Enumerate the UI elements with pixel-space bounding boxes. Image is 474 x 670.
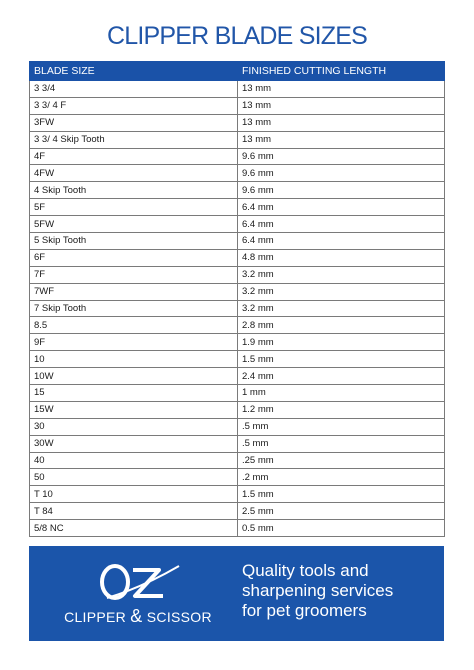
table-row bbox=[30, 182, 445, 199]
cutting-length-cell: 13 mm bbox=[238, 114, 445, 131]
table-row bbox=[30, 385, 445, 402]
cutting-length-cell: 6.4 mm bbox=[238, 233, 445, 250]
table-row bbox=[30, 486, 445, 503]
blade-size-cell: 50 bbox=[30, 469, 238, 486]
brand-ampersand: & bbox=[130, 606, 143, 626]
brand-scissor: SCISSOR bbox=[146, 609, 212, 625]
blade-size-cell: 3 3/ 4 F bbox=[30, 97, 238, 114]
cutting-length-cell: 2.5 mm bbox=[238, 503, 445, 520]
brand-name bbox=[53, 606, 223, 627]
page-title: CLIPPER BLADE SIZES bbox=[107, 22, 367, 50]
table-row bbox=[30, 334, 445, 351]
table-row bbox=[30, 435, 445, 452]
cutting-length-cell: 9.6 mm bbox=[238, 148, 445, 165]
cutting-length-cell: 6.4 mm bbox=[238, 199, 445, 216]
blade-size-cell: 4FW bbox=[30, 165, 238, 182]
cutting-length-cell: 9.6 mm bbox=[238, 182, 445, 199]
cutting-length-cell: .5 mm bbox=[238, 418, 445, 435]
header-blade-size: BLADE SIZE bbox=[30, 62, 238, 81]
cutting-length-cell: .2 mm bbox=[238, 469, 445, 486]
tagline-line-1: Quality tools and bbox=[242, 561, 369, 580]
blade-size-cell: 5/8 NC bbox=[30, 520, 238, 537]
blade-size-cell: 10 bbox=[30, 351, 238, 368]
table-row bbox=[30, 249, 445, 266]
oz-logo-mark-icon bbox=[97, 558, 181, 604]
blade-size-cell: 7F bbox=[30, 266, 238, 283]
table-row bbox=[30, 97, 445, 114]
cutting-length-cell: 3.2 mm bbox=[238, 283, 445, 300]
cutting-length-cell: 9.6 mm bbox=[238, 165, 445, 182]
blade-size-cell: 3 3/ 4 Skip Tooth bbox=[30, 131, 238, 148]
table-header-row bbox=[30, 62, 445, 81]
cutting-length-cell: 6.4 mm bbox=[238, 216, 445, 233]
table-row bbox=[30, 520, 445, 537]
blade-size-cell: T 10 bbox=[30, 486, 238, 503]
table-row bbox=[30, 503, 445, 520]
table-row bbox=[30, 368, 445, 385]
blade-size-cell: 5FW bbox=[30, 216, 238, 233]
table-row bbox=[30, 317, 445, 334]
cutting-length-cell: .5 mm bbox=[238, 435, 445, 452]
tagline-line-3: for pet groomers bbox=[242, 601, 367, 620]
header-cutting-length: FINISHED CUTTING LENGTH bbox=[238, 62, 445, 81]
table-row bbox=[30, 452, 445, 469]
blade-size-cell: 5 Skip Tooth bbox=[30, 233, 238, 250]
table-row bbox=[30, 199, 445, 216]
tagline bbox=[242, 561, 442, 621]
tagline-line-2: sharpening services bbox=[242, 581, 394, 600]
blade-size-cell: 5F bbox=[30, 199, 238, 216]
blade-size-cell: 7WF bbox=[30, 283, 238, 300]
cutting-length-cell: 13 mm bbox=[238, 97, 445, 114]
blade-size-cell: 30W bbox=[30, 435, 238, 452]
cutting-length-cell: 0.5 mm bbox=[238, 520, 445, 537]
blade-size-cell: 3 3/4 bbox=[30, 81, 238, 98]
brand-clipper: CLIPPER bbox=[64, 609, 127, 625]
table-row bbox=[30, 418, 445, 435]
cutting-length-cell: 3.2 mm bbox=[238, 300, 445, 317]
table-row bbox=[30, 401, 445, 418]
blade-size-cell: 40 bbox=[30, 452, 238, 469]
blade-size-cell: 10W bbox=[30, 368, 238, 385]
cutting-length-cell: 1.5 mm bbox=[238, 351, 445, 368]
cutting-length-cell: 13 mm bbox=[238, 131, 445, 148]
table-row bbox=[30, 81, 445, 98]
table-row bbox=[30, 165, 445, 182]
cutting-length-cell: .25 mm bbox=[238, 452, 445, 469]
table-row bbox=[30, 283, 445, 300]
blade-size-cell: T 84 bbox=[30, 503, 238, 520]
table-row bbox=[30, 469, 445, 486]
table-row bbox=[30, 266, 445, 283]
blade-size-cell: 8.5 bbox=[30, 317, 238, 334]
cutting-length-cell: 1.5 mm bbox=[238, 486, 445, 503]
table-row bbox=[30, 233, 445, 250]
table-row bbox=[30, 300, 445, 317]
cutting-length-cell: 1.2 mm bbox=[238, 401, 445, 418]
cutting-length-cell: 2.4 mm bbox=[238, 368, 445, 385]
brand-banner bbox=[29, 546, 444, 641]
blade-size-cell: 15W bbox=[30, 401, 238, 418]
cutting-length-cell: 4.8 mm bbox=[238, 249, 445, 266]
table-row bbox=[30, 351, 445, 368]
cutting-length-cell: 1.9 mm bbox=[238, 334, 445, 351]
blade-size-cell: 30 bbox=[30, 418, 238, 435]
blade-size-cell: 9F bbox=[30, 334, 238, 351]
blade-size-cell: 4F bbox=[30, 148, 238, 165]
table-row bbox=[30, 114, 445, 131]
cutting-length-cell: 1 mm bbox=[238, 385, 445, 402]
blade-size-cell: 15 bbox=[30, 385, 238, 402]
blade-size-cell: 7 Skip Tooth bbox=[30, 300, 238, 317]
cutting-length-cell: 13 mm bbox=[238, 81, 445, 98]
table-row bbox=[30, 216, 445, 233]
blade-size-cell: 4 Skip Tooth bbox=[30, 182, 238, 199]
oz-logo bbox=[53, 554, 223, 634]
blade-size-cell: 6F bbox=[30, 249, 238, 266]
blade-size-table bbox=[29, 61, 445, 537]
cutting-length-cell: 3.2 mm bbox=[238, 266, 445, 283]
cutting-length-cell: 2.8 mm bbox=[238, 317, 445, 334]
table-row bbox=[30, 148, 445, 165]
table-row bbox=[30, 131, 445, 148]
blade-size-cell: 3FW bbox=[30, 114, 238, 131]
